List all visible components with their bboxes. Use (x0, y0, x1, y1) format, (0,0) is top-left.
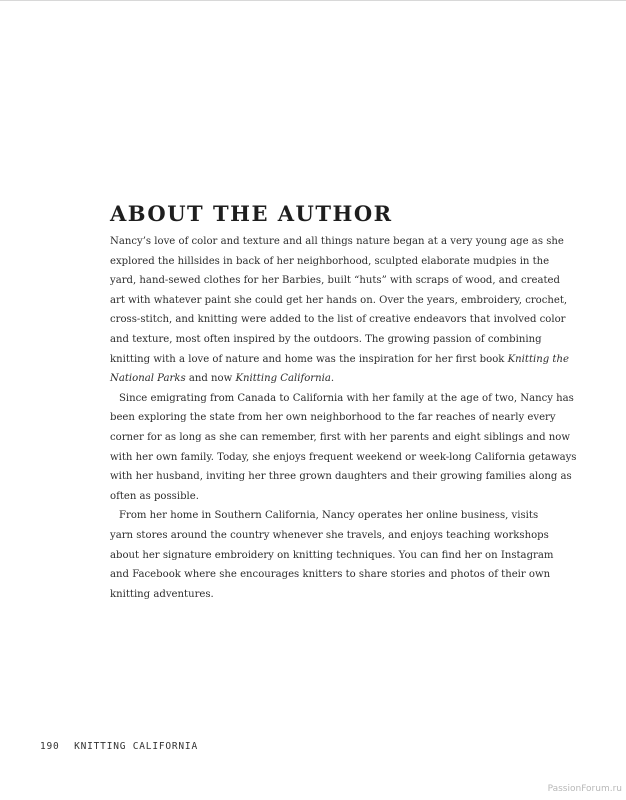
book-title-italic: National Parks (110, 373, 186, 385)
watermark: PassionForum.ru (547, 784, 622, 794)
text-line: corner for as long as she can remember, first with her parents and eight siblings and now (110, 431, 570, 443)
book-title-italic: Knitting the (507, 353, 569, 365)
text-line: art with whatever paint she could get her hands on. Over the years, embroidery, crochet, (110, 294, 568, 306)
text-line: cross-stitch, and knitting were added to the list of creative endeavors that involved color (110, 314, 566, 326)
book-title-italic: Knitting California (235, 373, 331, 385)
bio-paragraph-1 (110, 232, 569, 389)
text-line: explored the hillsides in back of her neighborhood, sculpted elaborate mudpies in the (110, 255, 550, 267)
page-number: 190 (40, 741, 60, 752)
text-line: about her signature embroidery on knitting techniques. You can find her on Instagram (110, 549, 554, 561)
text-line: yard, hand-sewed clothes for her Barbies, built “huts” with scraps of wood, and created (110, 275, 560, 287)
author-bio (110, 232, 577, 604)
text-line: Nancy’s love of color and texture and all things nature began at a very young age as she (110, 236, 564, 247)
text-line: From her home in Southern California, Nancy operates her online business, visits (119, 510, 539, 522)
text-line: yarn stores around the country whenever she travels, and enjoys teaching workshops (110, 529, 549, 541)
text-line: and Facebook where she encourages knitters to share stories and photos of their own (110, 569, 551, 581)
text-line: and texture, most often inspired by the outdoors. The growing passion of combining (110, 333, 542, 345)
text-line: knitting with a love of nature and home was the inspiration for her first book Knitting the (110, 353, 569, 365)
text-line: often as possible. (110, 490, 199, 502)
running-book-title: KNITTING CALIFORNIA (74, 741, 198, 752)
text-line: knitting adventures. (110, 588, 214, 600)
bio-paragraph-3 (110, 506, 554, 604)
text-line: Since emigrating from Canada to California with her family at the age of two, Nancy has (119, 392, 574, 404)
section-heading: ABOUT THE AUTHOR (110, 201, 393, 226)
text-line: with her own family. Today, she enjoys frequent weekend or week-long California getaways (110, 451, 577, 463)
page-footer (40, 741, 198, 755)
bio-paragraph-2 (110, 389, 577, 507)
text-line: with her husband, inviting her three grown daughters and their growing families along as (110, 471, 572, 483)
text-line: been exploring the state from her own neighborhood to the far reaches of nearly every (110, 412, 556, 424)
text-line: National Parks and now Knitting California. (110, 373, 335, 385)
top-border (0, 0, 626, 1)
